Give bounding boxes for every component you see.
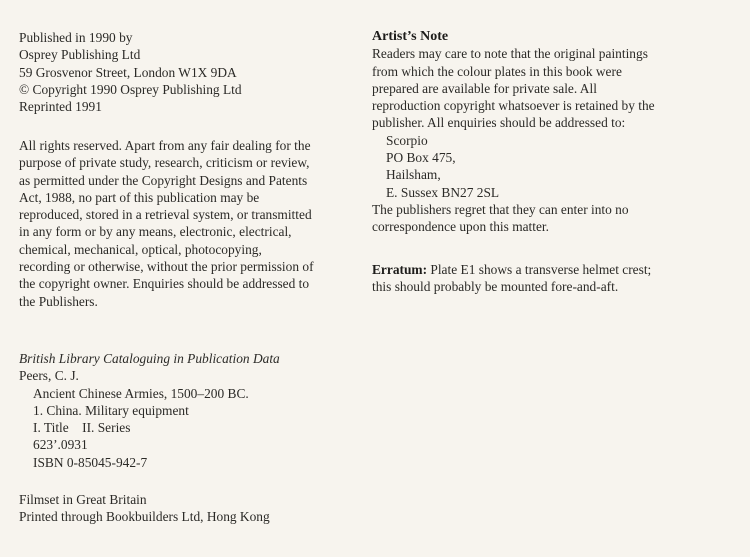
print-block	[19, 491, 364, 526]
publisher-line: Osprey Publishing Ltd	[19, 47, 141, 63]
publisher-line: Reprinted 1991	[19, 99, 102, 115]
rights-column	[19, 137, 364, 310]
artists-note-heading: Artist’s Note	[372, 29, 449, 44]
artists-note-line: from which the colour plates in this book were	[372, 63, 622, 79]
cataloguing-column	[19, 350, 364, 471]
cataloguing-block	[19, 350, 364, 471]
erratum-column	[372, 261, 732, 296]
publisher-block	[19, 29, 364, 115]
erratum-label: Erratum:	[372, 262, 428, 277]
closing-line: correspondence upon this matter.	[372, 219, 550, 235]
publisher-line: 59 Grosvenor Street, London W1X 9DA	[19, 64, 237, 80]
cataloguing-author: Peers, C. J.	[19, 368, 79, 384]
publisher-line: © Copyright 1990 Osprey Publishing Ltd	[19, 81, 242, 97]
rights-block	[19, 137, 364, 310]
rights-line: reproduced, stored in a retrieval system, or transmitted	[19, 207, 312, 223]
cataloguing-title: Ancient Chinese Armies, 1500–200 BC.	[33, 385, 249, 401]
rights-line: in any form or by any means, electronic, electrical,	[19, 224, 292, 240]
address-line: Scorpio	[386, 132, 428, 148]
print-line: Printed through Bookbuilders Ltd, Hong Kong	[19, 509, 270, 525]
rights-line: recording or otherwise, without the prior permission of	[19, 259, 314, 275]
cataloguing-heading: British Library Cataloguing in Publication Data	[19, 351, 280, 366]
cataloguing-series: I. Title II. Series	[33, 420, 131, 436]
right-column	[372, 28, 732, 236]
rights-line: as permitted under the Copyright Designs and Patents	[19, 172, 308, 188]
cataloguing-class: 623’.0931	[33, 437, 88, 453]
address-line: PO Box 475,	[386, 150, 456, 166]
artists-note-block	[372, 28, 732, 236]
rights-line: All rights reserved. Apart from any fair dealing for the	[19, 138, 311, 153]
rights-line: the Publishers.	[19, 293, 98, 309]
erratum-text: Plate E1 shows a transverse helmet crest;	[427, 262, 652, 277]
address-line: Hailsham,	[386, 167, 441, 183]
publisher-line: Published in 1990 by	[19, 30, 133, 45]
artists-note-line: Readers may care to note that the original paintings	[372, 46, 648, 62]
left-column	[19, 29, 364, 115]
cataloguing-isbn: ISBN 0-85045-942-7	[33, 454, 148, 470]
rights-line: chemical, mechanical, optical, photocopying,	[19, 241, 262, 257]
rights-line: purpose of private study, research, criticism or review,	[19, 155, 310, 171]
rights-line: Act, 1988, no part of this publication may be	[19, 189, 260, 205]
address-line: E. Sussex BN27 2SL	[386, 184, 500, 200]
erratum-block	[372, 261, 732, 296]
artists-note-line: publisher. All enquiries should be addressed to:	[372, 115, 626, 131]
cataloguing-subject: 1. China. Military equipment	[33, 402, 189, 418]
erratum-line	[372, 261, 732, 278]
print-line: Filmset in Great Britain	[19, 492, 147, 507]
erratum-line: this should probably be mounted fore-and-aft.	[372, 279, 619, 295]
print-column	[19, 491, 364, 526]
closing-line: The publishers regret that they can enter into no	[372, 201, 629, 217]
artists-note-line: reproduction copyright whatsoever is retained by the	[372, 98, 655, 114]
rights-line: the copyright owner. Enquiries should be addressed to	[19, 276, 310, 292]
artists-note-line: prepared are available for private sale. All	[372, 80, 597, 96]
